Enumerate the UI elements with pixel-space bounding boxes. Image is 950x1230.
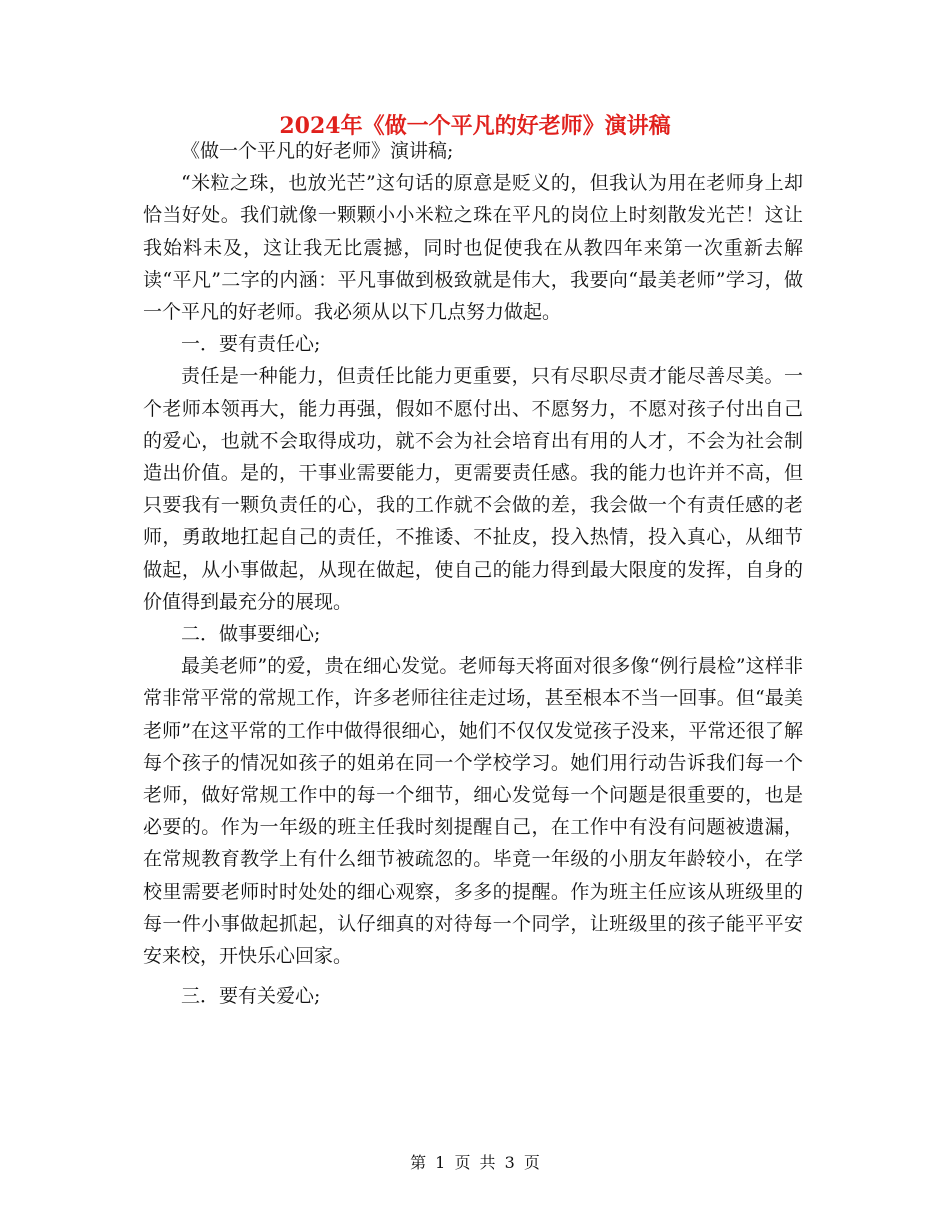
section-heading-caring: 三．要有关爱心; xyxy=(181,985,321,1008)
section-heading-responsibility: 一．要有责任心; xyxy=(181,333,321,356)
document-body xyxy=(143,135,803,1012)
paragraph-responsibility: 责任是一种能力，但责任比能力更重要，只有尽职尽责才能尽善尽美。一个老师本领再大，能力再强，假如不愿付出、不愿努力，不愿对孩子付出自己的爱心，也就不会取得成功，就不会为社会培育出有用的人才，不会为社会制造出价值。是的，干事业需要能力，更需要责任感。我的能力也许并不高，但只要我有一颗负责任的心，我的工作就不会做的差，我会做一个有责任感的老师，勇敢地扛起自己的责任，不推诿、不扯皮，投入热情，投入真心，从细节做起，从小事做起，从现在做起，使自己的能力得到最大限度的发挥，自身的价值得到最充分的展现。 xyxy=(143,365,803,613)
section-heading-carefulness: 二．做事要细心; xyxy=(181,623,321,646)
paragraph-intro: “米粒之珠，也放光芒”这句话的原意是贬义的，但我认为用在老师身上却恰当好处。我们就像一颗颗小小米粒之珠在平凡的岗位上时刻散发光芒！这让我始料未及，这让我无比震撼，同时也促使我在从教四年来第一次重新去解读“平凡”二字的内涵：平凡事做到极致就是伟大，我要向“最美老师”学习，做一个平凡的好老师。我必须从以下几点努力做起。 xyxy=(143,172,803,324)
document-title: 2024年《做一个平凡的好老师》演讲稿 xyxy=(279,113,671,139)
paragraph-subtitle: 《做一个平凡的好老师》演讲稿; xyxy=(181,140,454,162)
page-footer: 第 1 页 共 3 页 xyxy=(410,1153,540,1172)
paragraph-carefulness: 最美老师”的爱，贵在细心发觉。老师每天将面对很多像“例行晨检”这样非常非常平常的常规工作，许多老师往往走过场，甚至根本不当一回事。但“最美老师”在这平常的工作中做得很细心，她们不仅仅发觉孩子没来，平常还很了解每个孩子的情况如孩子的姐弟在同一个学校学习。她们用行动告诉我们每一个老师，做好常规工作中的每一个细节，细心发觉每一个问题是很重要的，也是必要的。作为一年级的班主任我时刻提醒自己，在工作中有没有问题被遗漏，在常规教育教学上有什么细节被疏忽的。毕竟一年级的小朋友年龄较小，在学校里需要老师时时处处的细心观察，多多的提醒。作为班主任应该从班级里的每一件小事做起抓起，认仔细真的对待每一个同学，让班级里的孩子能平平安安来校，开快乐心回家。 xyxy=(143,655,803,968)
